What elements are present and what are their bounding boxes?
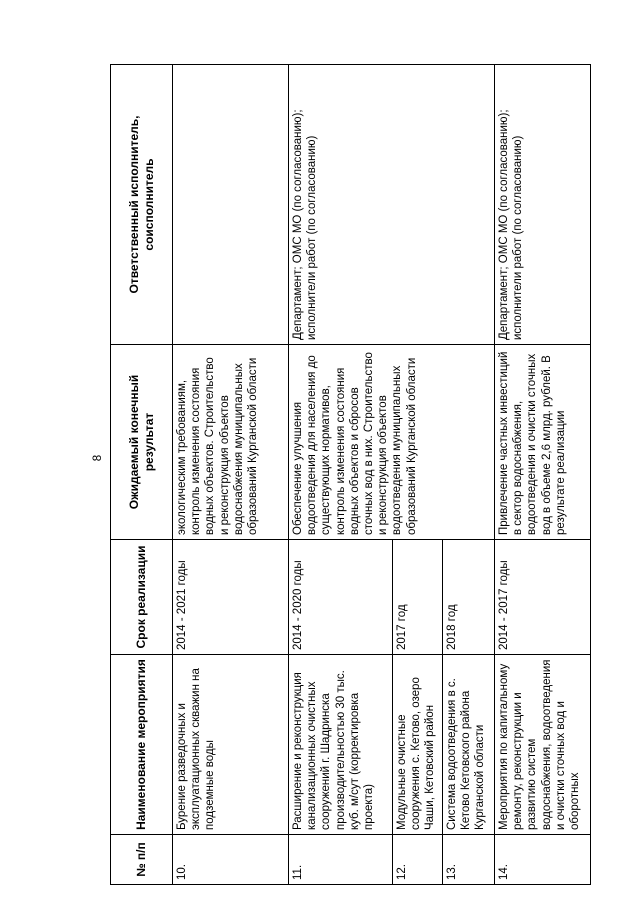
table-row <box>495 65 591 885</box>
row-result: экологическим требованиям, контроль изменения состояния водных объектов. Строительство и реконструкция объектов водоснабжения муниципальных образований Курганской области <box>173 345 289 540</box>
table-row <box>289 65 393 885</box>
row-period: 2014 - 2017 годы <box>495 540 591 655</box>
row-result: Привлечение частных инвестиций в сектор водоснабжения, водоотведения и очистки сточных вод в объеме 2,6 млрд. рублей. В результате реализации <box>495 345 591 540</box>
header-result: Ожидаемый конечный результат <box>111 345 173 540</box>
row-period: 2017 год <box>393 540 443 655</box>
row-period: 2014 - 2021 годы <box>173 540 289 655</box>
table-header-row <box>111 65 173 885</box>
row-name: Модульные очистные сооружения с. Кетово, озеро Чаши, Кетовский район <box>393 655 443 835</box>
row-name: Бурение разведочных и эксплуатационных скважин на подземные воды <box>173 655 289 835</box>
table-row <box>173 65 289 885</box>
measures-table <box>110 64 591 885</box>
header-responsible: Ответственный исполнитель, соисполнитель <box>111 65 173 345</box>
row-name: Система водоотведения в с. Кетово Кетовского района Курганской области <box>443 655 495 835</box>
row-name: Расширение и реконструкция канализационных очистных сооружений г. Шадринска производительностью 30 тыс. куб. м/сут (корректировка проекта) <box>289 655 393 835</box>
row-period: 2018 год <box>443 540 495 655</box>
row-num: 13. <box>443 835 495 885</box>
page-number: 8 <box>92 454 104 462</box>
header-period: Срок реализации <box>111 540 173 655</box>
row-num: 14. <box>495 835 591 885</box>
row-num: 12. <box>393 835 443 885</box>
row-responsible: Департамент; ОМС МО (по согласованию); исполнители работ (по согласованию) <box>289 65 495 345</box>
row-period: 2014 - 2020 годы <box>289 540 393 655</box>
rotated-table-container <box>110 65 582 885</box>
row-name: Мероприятия по капитальному ремонту, реконструкции и развитию систем водоснабжения, водоотведения и очистки сточных вод и оборотных <box>495 655 591 835</box>
row-num: 11. <box>289 835 393 885</box>
header-name: Наименование мероприятия <box>111 655 173 835</box>
row-result: Обеспечение улучшения водоотведения для населения до существующих нормативов, контроль изменения состояния водных объектов и сбросов сточных вод в них. Строительство и реконструкция объектов водоотведения муниципальных образований Курганской области <box>289 345 495 540</box>
header-num: № п/п <box>111 835 173 885</box>
row-num: 10. <box>173 835 289 885</box>
row-responsible <box>173 65 289 345</box>
row-responsible: Департамент; ОМС МО (по согласованию); исполнители работ (по согласованию) <box>495 65 591 345</box>
